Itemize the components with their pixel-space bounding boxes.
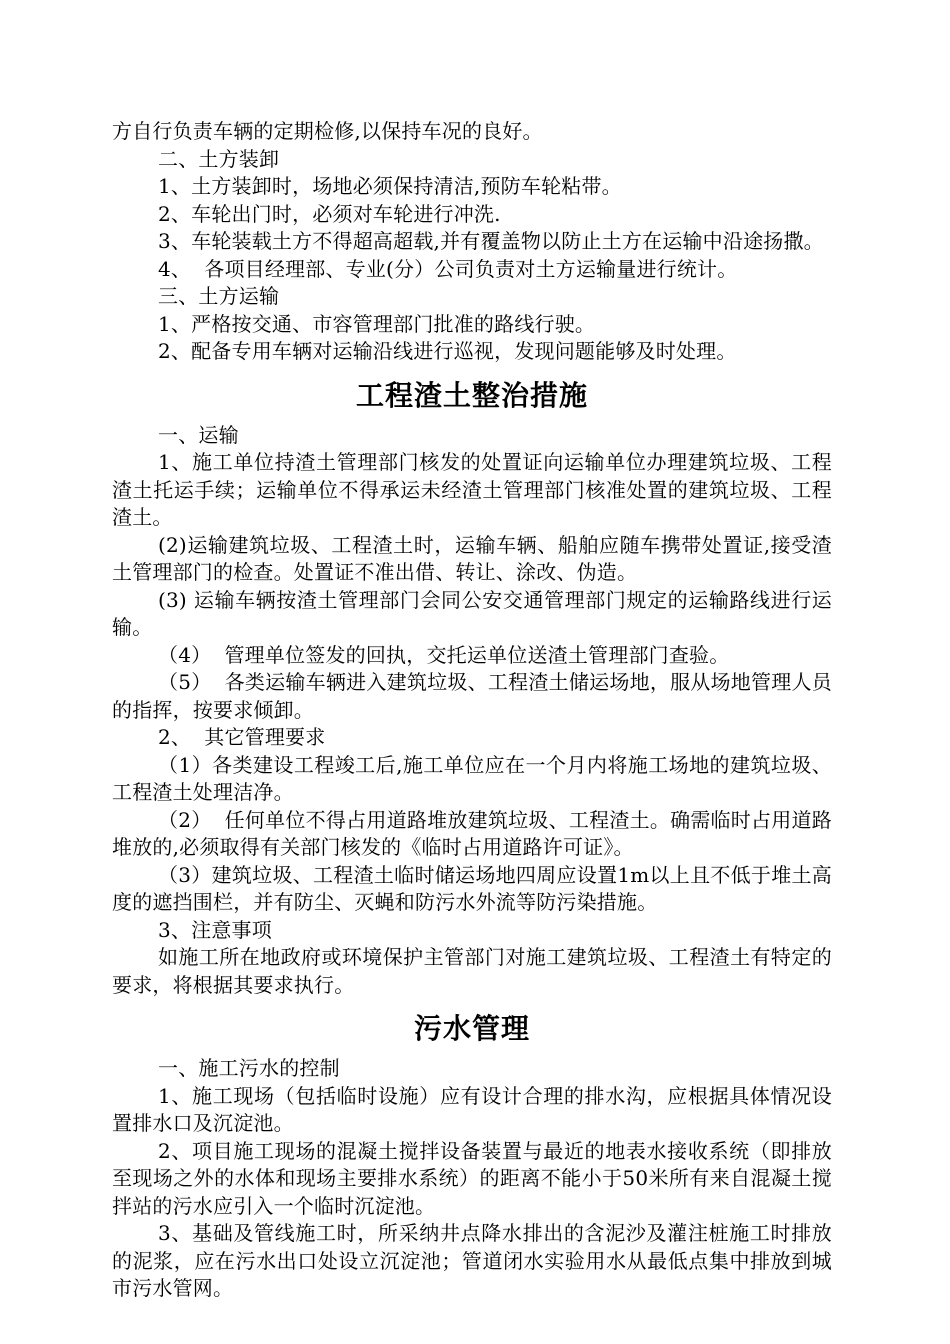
paragraph: 4、 各项目经理部、专业(分）公司负责对土方运输量进行统计。 <box>158 256 738 281</box>
paragraph: (2)运输建筑垃圾、工程渣土时，运输车辆、船舶应随车携带处置证,接受渣土管理部门的检查。处置证不准出借、转让、涂改、伪造。 <box>112 532 832 584</box>
section-heading-sewage: 污水管理 <box>413 1012 530 1045</box>
paragraph: （1）各类建设工程竣工后,施工单位应在一个月内将施工场地的建筑垃圾、工程渣土处理洁净。 <box>112 752 832 804</box>
paragraph: （2） 任何单位不得占用道路堆放建筑垃圾、工程渣土。确需临时占用道路堆放的,必须取得有关部门核发的《临时占用道路许可证》。 <box>112 807 832 859</box>
paragraph: 3、基础及管线施工时，所采纳井点降水排出的含泥沙及灌注桩施工时排放的泥浆，应在污水出口处设立沉淀池；管道闭水实验用水从最低点集中排放到城市污水管网。 <box>112 1221 832 1300</box>
document-body <box>112 118 832 1303</box>
paragraph: （5） 各类运输车辆进入建筑垃圾、工程渣土储运场地，服从场地管理人员的指挥，按要求倾卸。 <box>112 670 832 722</box>
paragraph: 2、车轮出门时，必须对车轮进行冲洗. <box>158 201 501 226</box>
paragraph: 1、严格按交通、市容管理部门批准的路线行驶。 <box>158 311 596 336</box>
paragraph: 如施工所在地政府或环境保护主管部门对施工建筑垃圾、工程渣土有特定的要求，将根据其要求执行。 <box>112 945 832 997</box>
paragraph-continuation: 方自行负责车辆的定期检修,以保持车况的良好。 <box>112 119 543 143</box>
paragraph: 3、车轮装载土方不得超高超载,并有覆盖物以防止土方在运输中沿途扬撒。 <box>158 229 824 253</box>
subheading-other-requirements: 2、 其它管理要求 <box>158 725 326 749</box>
paragraph: （4） 管理单位签发的回执，交托运单位送渣土管理部门查验。 <box>158 642 730 667</box>
subheading-earth-transport: 三、土方运输 <box>158 284 280 308</box>
subheading-sewage-control: 一、施工污水的控制 <box>158 1056 340 1080</box>
paragraph: 1、施工现场（包括临时设施）应有设计合理的排水沟，应根据具体情况设置排水口及沉淀池。 <box>112 1083 832 1135</box>
paragraph: （3）建筑垃圾、工程渣土临时储运场地四周应设置1m以上且不低于堆土高度的遮挡围栏，并有防尘、灭蝇和防污水外流等防污染措施。 <box>112 862 832 914</box>
paragraph: 1、土方装卸时，场地必须保持清洁,预防车轮粘带。 <box>158 174 622 198</box>
paragraph: 2、项目施工现场的混凝土搅拌设备装置与最近的地表水接收系统（即排放至现场之外的水体和现场主要排水系统）的距离不能小于50米所有来自混凝土搅拌站的污水应引入一个临时沉淀池。 <box>112 1138 832 1218</box>
subheading-transport: 一、运输 <box>158 422 239 447</box>
paragraph: 2、配备专用车辆对运输沿线进行巡视，发现问题能够及时处理。 <box>158 339 737 363</box>
section-heading-residue: 工程渣土整治措施 <box>355 378 588 412</box>
subheading-notes: 3、注意事项 <box>158 917 272 942</box>
paragraph: (3) 运输车辆按渣土管理部门会同公安交通管理部门规定的运输路线进行运输。 <box>112 587 832 639</box>
paragraph: 1、施工单位持渣土管理部门核发的处置证向运输单位办理建筑垃圾、工程渣土托运手续；运输单位不得承运未经渣土管理部门核准处置的建筑垃圾、工程渣土。 <box>112 450 832 529</box>
subheading-earth-loading: 二、土方装卸 <box>158 146 280 171</box>
